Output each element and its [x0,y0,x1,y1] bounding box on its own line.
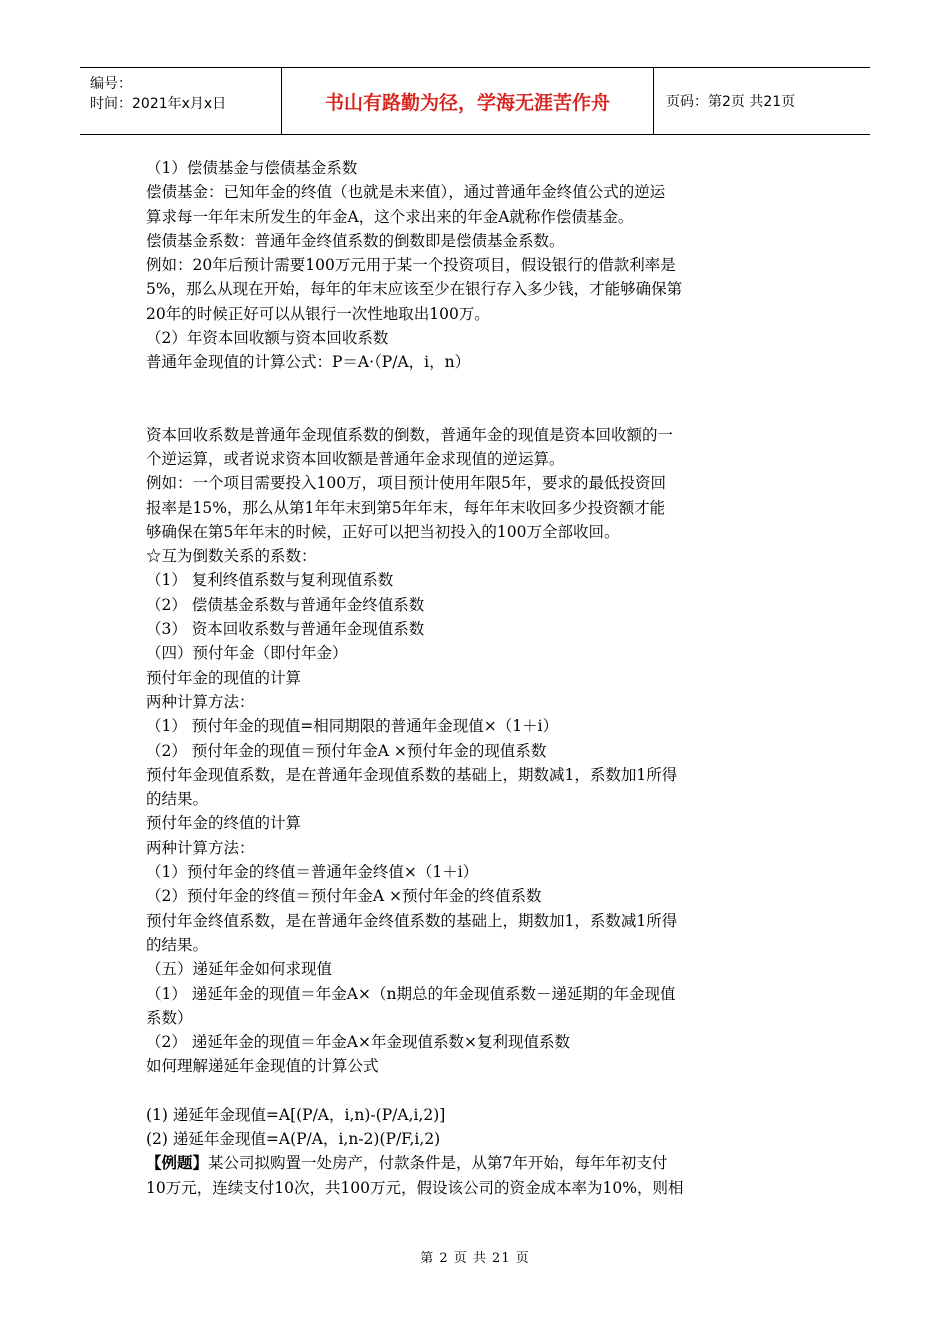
text-line: 如何理解递延年金现值的计算公式 [146,1057,379,1076]
text-line: 预付年金终值系数，是在普通年金终值系数的基础上，期数加1，系数减1所得 [146,911,678,930]
page-header [80,67,870,135]
text-line: 报率是15%，那么从第1年年末到第5年年末，每年年末收回多少投资额才能 [146,498,666,517]
text-line: （2） 预付年金的现值＝预付年金A ×预付年金的现值系数 [146,741,547,760]
text-line: （1） 复利终值系数与复利现值系数 [146,571,394,590]
header-meta [80,68,282,134]
text-line: 两种计算方法： [146,838,255,857]
text-line: 算求每一年年末所发生的年金A，这个求出来的年金A就称作偿债基金。 [146,207,634,226]
text-block-annuity [146,423,810,1079]
document-body [146,156,810,1200]
document-number: 编号： [90,76,132,92]
text-line: 个逆运算，或者说求资本回收额是普通年金求现值的逆运算。 [146,449,565,468]
text-line: （1）预付年金的终值＝普通年金终值×（1＋i） [146,863,479,882]
text-line: 资本回收系数是普通年金现值系数的倒数，普通年金的现值是资本回收额的一 [146,425,674,444]
text-line: 够确保在第5年年末的时候，正好可以把当初投入的100万全部收回。 [146,522,620,541]
example-line-1: 某公司拟购置一处房产，付款条件是，从第7年开始，每年年初支付 [208,1154,668,1173]
text-line: 预付年金的终值的计算 [146,814,302,833]
text-line: 的结果。 [146,790,209,809]
text-line: 偿债基金：已知年金的终值（也就是未来值），通过普通年金终值公式的逆运 [146,183,666,202]
text-line: 两种计算方法： [146,692,255,711]
text-line: 偿债基金系数：普通年金终值系数的倒数即是偿债基金系数。 [146,231,565,250]
header-motto: 书山有路勤为径，学海无涯苦作舟 [282,68,654,134]
page-footer: 第 2 页 共 21 页 [420,1251,530,1266]
text-line: ☆互为倒数关系的系数： [146,547,317,566]
text-line: （2）预付年金的终值＝预付年金A ×预付年金的终值系数 [146,887,542,906]
text-line: （五）递延年金如何求现值 [146,960,333,979]
text-line: 的结果。 [146,935,209,954]
example-tag: 【例题】 [146,1153,209,1173]
text-line: （2） 偿债基金系数与普通年金终值系数 [146,595,425,614]
text-line: （2） 递延年金的现值＝年金A×年金现值系数×复利现值系数 [146,1033,570,1052]
text-line: 5%，那么从现在开始，每年的年末应该至少在银行存入多少钱，才能够确保第 [146,280,683,299]
text-line: 例如：一个项目需要投入100万，项目预计使用年限5年，要求的最低投资回 [146,474,666,493]
text-line: 预付年金现值系数，是在普通年金现值系数的基础上，期数减1，系数加1所得 [146,765,678,784]
text-line: （2）年资本回收额与资本回收系数 [146,329,389,348]
header-page-info: 页码：第2页 共21页 [666,94,796,110]
document-date: 时间：2021年x月x日 [90,96,227,112]
example-line-2: 10万元，连续支付10次，共100万元，假设该公司的资金成本率为10%，则相 [146,1178,684,1197]
text-line: （1） 预付年金的现值=相同期限的普通年金现值×（1＋i） [146,717,559,736]
text-line: (1) 递延年金现值=A[(P/A，i,n)-(P/A,i,2)] [146,1105,446,1124]
text-line: 普通年金现值的计算公式：P＝A·（P/A，i，n） [146,353,471,372]
text-line: 预付年金的现值的计算 [146,668,302,687]
text-block-sinking-fund [146,156,810,375]
text-block-formulas [146,1103,810,1152]
text-line: （3） 资本回收系数与普通年金现值系数 [146,620,425,639]
text-line: 例如：20年后预计需要100万元用于某一个投资项目，假设银行的借款利率是 [146,256,676,275]
text-line: （1）偿债基金与偿债基金系数 [146,159,358,177]
example-paragraph [146,1151,810,1175]
text-line: (2) 递延年金现值=A(P/A，i,n-2)(P/F,i,2) [146,1129,441,1148]
text-line: （四）预付年金（即付年金） [146,644,348,663]
text-line: （1） 递延年金的现值＝年金A×（n期总的年金现值系数－递延期的年金现值 [146,984,676,1003]
text-line: 20年的时候正好可以从银行一次性地取出100万。 [146,304,490,323]
text-line: 系数） [146,1008,193,1027]
